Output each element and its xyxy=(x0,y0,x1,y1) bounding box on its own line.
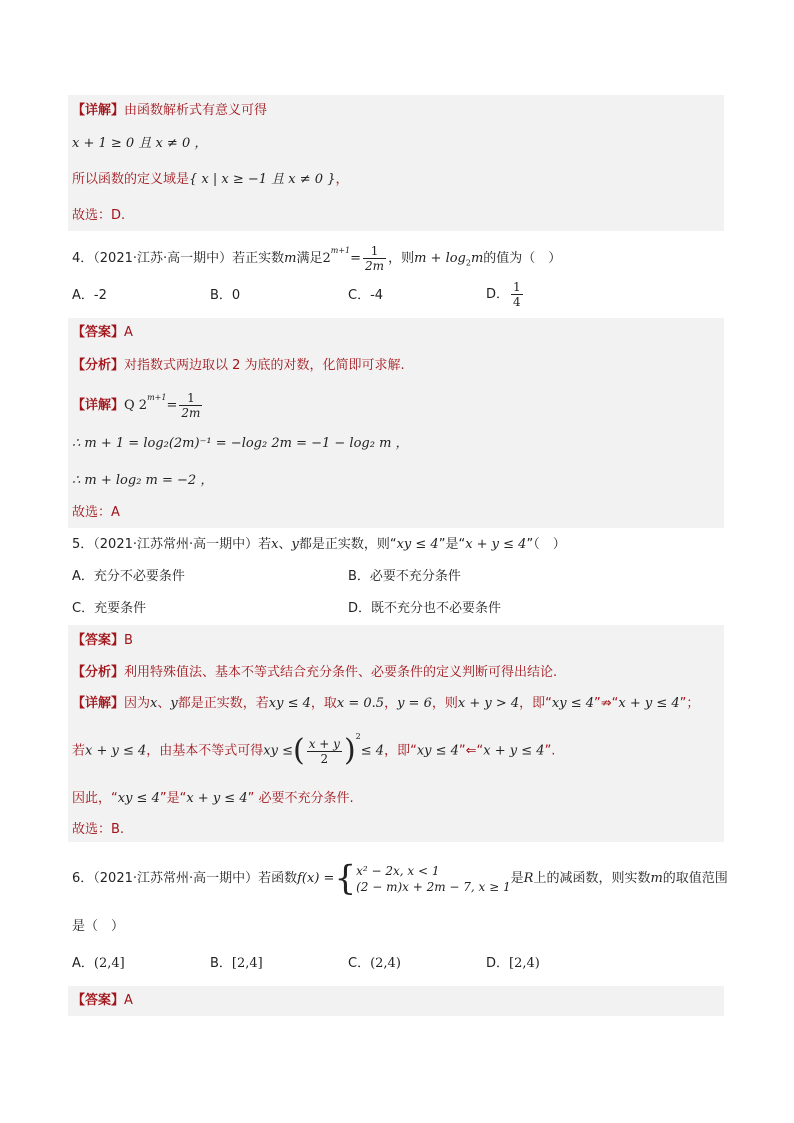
q6-option-d[interactable]: D．[2,4) xyxy=(486,956,540,971)
q5-answer: 【答案】B xyxy=(72,633,133,648)
detail-text: 由函数解析式有意义可得 xyxy=(124,103,268,118)
q3-choose: 故选：D. xyxy=(72,208,126,223)
q5-option-d[interactable]: D．既不充分也不必要条件 xyxy=(348,601,502,616)
q5-detail-2: 若x + y ≤ 4，由基本不等式可得xy ≤( $\frac{x + y}{2}$ )$^2$≤ 4，即“xy ≤ 4”⇐“x + y ≤ 4”. xyxy=(72,732,556,768)
q6-stem-line2: 是（ ） xyxy=(72,919,125,934)
q6-option-a[interactable]: A．(2,4] xyxy=(72,956,125,971)
q5-detail-1: 【详解】因为x、y都是正实数，若xy ≤ 4，取x = 0.5，y = 6，则x + y > 4，即“xy ≤ 4”⇏“x + y ≤ 4”； xyxy=(72,696,700,711)
q3-domain: 所以函数的定义域是{ x | x ≥ −1 且 x ≠ 0 }， xyxy=(72,172,349,187)
q6-answer: 【答案】A xyxy=(72,993,133,1008)
q5-analysis: 【分析】利用特殊值法、基本不等式结合充分条件、必要条件的定义判断可得出结论. xyxy=(72,665,558,680)
q5-solution-shade xyxy=(68,625,724,842)
q6-option-b[interactable]: B．[2,4] xyxy=(210,956,263,971)
q4-choose: 故选：A xyxy=(72,505,120,520)
q3-detail-line xyxy=(72,101,267,121)
q6-piecewise: x² − 2x, x < 1 (2 − m)x + 2m − 7, x ≥ 1 xyxy=(356,863,511,894)
q4-fraction: $\frac{1}{2m}$ xyxy=(365,244,385,273)
q6-option-c[interactable]: C．(2,4) xyxy=(348,956,401,971)
q6-stem: 6．（2021·江苏常州·高一期中）若函数f(x) ={ x² − 2x, x < 1 (2 − m)x + 2m − 7, x ≥ 1 是R上的减函数，则实数m的取值范围 xyxy=(72,858,728,899)
q4-option-c[interactable]: C．-4 xyxy=(348,288,384,303)
q4-step2: ∴ m + log₂ m = −2 ， xyxy=(72,473,214,488)
q4-stem: 4．（2021·江苏·高一期中）若正实数m满足$2^{m+1}=$ $\frac{1}{2m}$ ，则$m + \log_2m$的值为（ ） xyxy=(72,244,562,273)
q5-option-a[interactable]: A．充分不必要条件 xyxy=(72,569,185,584)
q4-detail: 【详解】Q $2^{m+1}=$ $\frac{1}{2m}$ xyxy=(72,391,201,420)
q4-step1: ∴ m + 1 = log₂(2m)⁻¹ = −log₂ 2m = −1 − log₂ m ， xyxy=(72,436,409,451)
q4-option-a[interactable]: A．-2 xyxy=(72,288,107,303)
q5-option-b[interactable]: B．必要不充分条件 xyxy=(348,569,461,584)
q4-option-d[interactable]: D． $\frac{1}{4}$ xyxy=(486,280,521,309)
q3-condition: x + 1 ≥ 0 且 x ≠ 0 ， xyxy=(72,136,208,151)
q5-detail-3: 因此，“xy ≤ 4”是“x + y ≤ 4” 必要不充分条件. xyxy=(72,791,354,806)
q4-solution-shade xyxy=(68,318,724,528)
q4-answer: 【答案】A xyxy=(72,325,133,340)
q5-stem: 5．（2021·江苏常州·高一期中）若x、y都是正实数，则“xy ≤ 4”是“x + y ≤ 4”（ ） xyxy=(72,537,566,552)
q6-answer-shade xyxy=(68,986,724,1016)
detail-tag: 【详解】 xyxy=(72,103,125,118)
q5-choose: 故选：B. xyxy=(72,822,125,837)
q5-option-c[interactable]: C．充要条件 xyxy=(72,601,147,616)
q4-option-b[interactable]: B．0 xyxy=(210,288,241,303)
q4-analysis: 【分析】对指数式两边取以 2 为底的对数，化简即可求解. xyxy=(72,358,405,373)
